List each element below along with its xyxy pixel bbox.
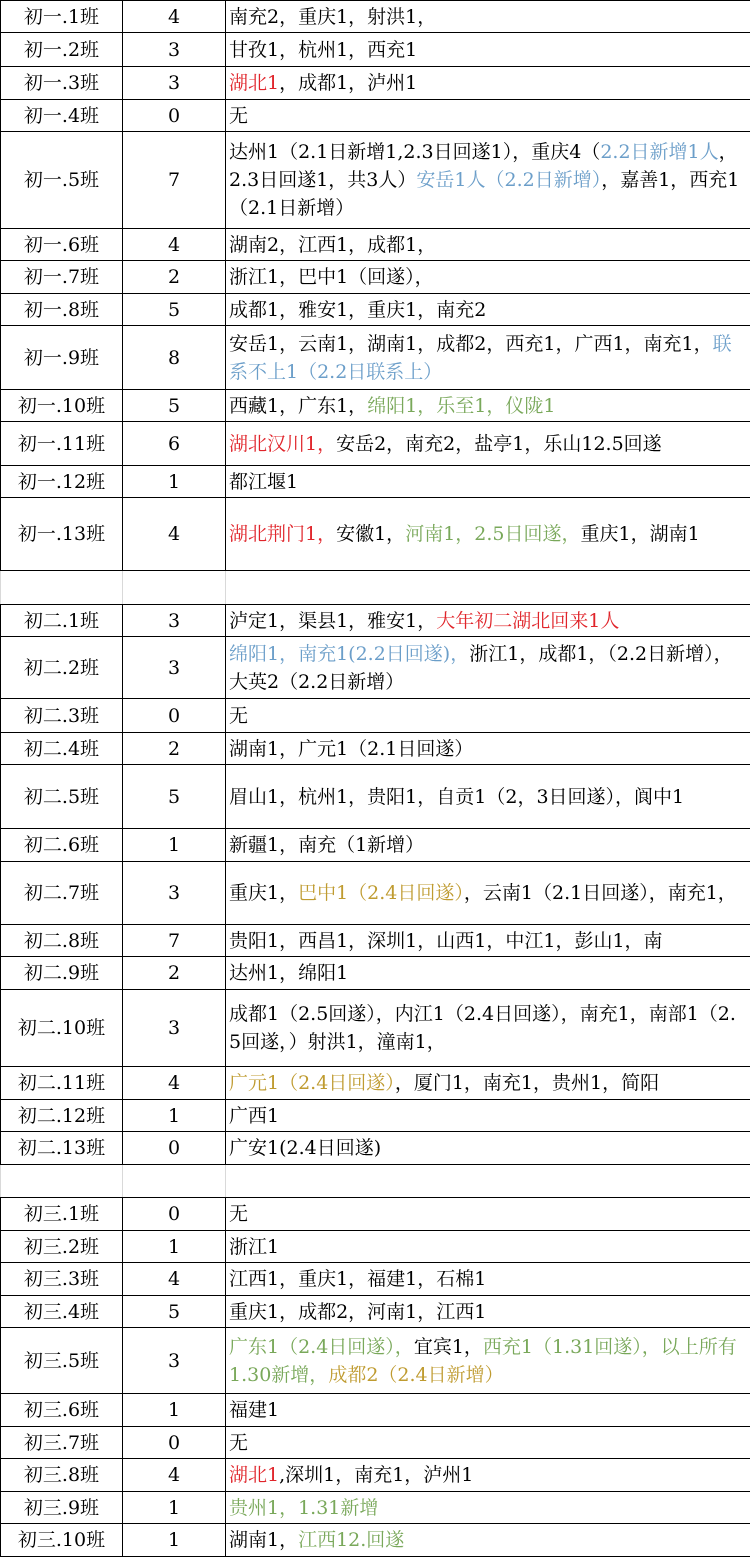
count-cell: 2 [123, 733, 226, 765]
table-row [1, 637, 750, 699]
table-row [1, 100, 750, 132]
count-cell: 7 [123, 132, 226, 229]
count-cell: 4 [123, 229, 226, 261]
class-name-cell: 初一.6班 [1, 229, 123, 261]
count-cell: 5 [123, 294, 226, 326]
detail-segment: 贵州1，1.31新增 [229, 1497, 378, 1519]
detail-cell [226, 605, 750, 637]
detail-segment: 西充1（1.31回遂），以上所有1.30新增， [229, 1336, 737, 1386]
count-cell: 6 [123, 422, 226, 466]
detail-segment: 广东1（2.4日回遂）， [229, 1336, 414, 1358]
class-name-cell: 初二.10班 [1, 990, 123, 1067]
detail-cell [226, 862, 750, 925]
count-cell: 3 [123, 862, 226, 925]
count-cell: 0 [123, 1427, 226, 1459]
count-cell: 1 [123, 466, 226, 498]
detail-cell [226, 1100, 750, 1132]
detail-segment: 湖南1，广元1（2.1日回遂） [229, 738, 473, 760]
detail-segment: 无 [229, 705, 248, 727]
detail-segment: ，云南1（2.1日回遂），南充1， [464, 882, 737, 904]
detail-cell [226, 1, 750, 33]
detail-segment: ，2.3日回遂1，共3人） [229, 141, 738, 191]
table-row [1, 1394, 750, 1427]
count-cell: 5 [123, 1296, 226, 1328]
detail-segment: 联系不上1（2.2日联系上） [229, 333, 732, 383]
count-cell: 1 [123, 1100, 226, 1132]
table-row [1, 990, 750, 1067]
class-name-cell: 初三.6班 [1, 1394, 123, 1427]
table-row [1, 1132, 750, 1165]
class-name-cell: 初一.10班 [1, 390, 123, 422]
table-row [1, 1263, 750, 1296]
detail-segment: 江西1，重庆1，福建1，石棉1 [229, 1268, 486, 1290]
detail-cell [226, 132, 750, 229]
count-cell: 4 [123, 1067, 226, 1100]
table-row [1, 294, 750, 326]
count-cell: 4 [123, 1263, 226, 1296]
detail-cell [226, 229, 750, 261]
detail-segment: 广元1（2.4日回遂） [229, 1072, 395, 1094]
class-name-cell: 初二.3班 [1, 699, 123, 733]
detail-cell [226, 1231, 750, 1263]
detail-segment: 福建1 [229, 1399, 279, 1421]
class-name-cell: 初二.7班 [1, 862, 123, 925]
table-row [1, 261, 750, 294]
detail-cell [226, 637, 750, 699]
class-name-cell: 初一.4班 [1, 100, 123, 132]
class-name-cell: 初一.1班 [1, 1, 123, 33]
detail-segment: 浙江1 [229, 1236, 279, 1258]
table-row [1, 1, 750, 33]
empty-cell [226, 571, 750, 605]
table-row [1, 1231, 750, 1263]
count-cell: 0 [123, 100, 226, 132]
detail-segment: ，嘉善1，西充1（2.1日新增） [229, 169, 739, 219]
detail-cell [226, 1263, 750, 1296]
detail-cell [226, 498, 750, 571]
detail-segment: 广安1(2.4日回遂) [229, 1137, 381, 1159]
table-row [1, 1427, 750, 1459]
class-name-cell: 初一.13班 [1, 498, 123, 571]
class-name-cell: 初二.12班 [1, 1100, 123, 1132]
detail-segment: 湖北荆门1， [229, 523, 336, 545]
table-row [1, 1492, 750, 1524]
detail-cell [226, 957, 750, 990]
count-cell: 3 [123, 605, 226, 637]
empty-cell [226, 1165, 750, 1198]
class-name-cell: 初三.2班 [1, 1231, 123, 1263]
class-name-cell: 初二.13班 [1, 1132, 123, 1165]
count-cell: 1 [123, 1394, 226, 1427]
table-row [1, 1524, 750, 1557]
detail-segment: 新疆1，南充（1新增） [229, 834, 424, 856]
detail-segment: 都江堰1 [229, 471, 298, 493]
class-name-cell: 初一.2班 [1, 33, 123, 67]
table-row [1, 326, 750, 390]
table-row [1, 390, 750, 422]
table-row [1, 699, 750, 733]
table-body [1, 1, 750, 1557]
detail-cell [226, 1198, 750, 1231]
detail-cell [226, 1394, 750, 1427]
count-cell: 2 [123, 957, 226, 990]
table-row [1, 605, 750, 637]
detail-segment: ，成都1，泸州1 [279, 72, 417, 94]
detail-segment: 江西12.回遂 [298, 1529, 404, 1551]
count-cell: 1 [123, 1524, 226, 1557]
detail-cell [226, 829, 750, 862]
table-row [1, 925, 750, 957]
class-name-cell: 初一.5班 [1, 132, 123, 229]
detail-segment: 成都1，雅安1，重庆1，南充2 [229, 299, 486, 321]
detail-segment: 宜宾1， [414, 1336, 483, 1358]
detail-segment: 安岳1，云南1，湖南1，成都2，西充1，广西1，南充1， [229, 333, 713, 355]
class-name-cell: 初一.9班 [1, 326, 123, 390]
class-name-cell: 初二.8班 [1, 925, 123, 957]
detail-segment: 成都1（2.5回遂），内江1（2.4日回遂），南充1，南部1（2.5回遂，）射洪1，潼南1， [229, 1003, 736, 1053]
table-row [1, 1459, 750, 1492]
detail-segment: 南充2，重庆1，射洪1， [229, 6, 436, 28]
count-cell: 5 [123, 765, 226, 829]
detail-cell [226, 390, 750, 422]
count-cell: 4 [123, 1459, 226, 1492]
empty-cell [123, 1165, 226, 1198]
count-cell: 3 [123, 990, 226, 1067]
detail-segment: ，厦门1，南充1，贵州1，简阳 [395, 1072, 659, 1094]
table-row [1, 466, 750, 498]
class-name-cell: 初一.3班 [1, 67, 123, 100]
detail-segment: 绵阳1，乐至1，仪陇1 [367, 395, 555, 417]
detail-cell [226, 990, 750, 1067]
class-name-cell: 初二.4班 [1, 733, 123, 765]
class-name-cell: 初二.2班 [1, 637, 123, 699]
detail-segment: 广西1 [229, 1105, 279, 1127]
count-cell: 4 [123, 1, 226, 33]
table-row [1, 229, 750, 261]
detail-cell [226, 1067, 750, 1100]
table-row [1, 67, 750, 100]
empty-cell [1, 1165, 123, 1198]
detail-segment: 达州1，绵阳1 [229, 962, 348, 984]
count-cell: 2 [123, 261, 226, 294]
detail-cell [226, 100, 750, 132]
detail-segment: 湖北1 [229, 72, 279, 94]
detail-segment: 贵阳1，西昌1，深圳1，山西1，中江1，彭山1，南 [229, 930, 663, 952]
count-cell: 0 [123, 1132, 226, 1165]
class-name-cell: 初二.9班 [1, 957, 123, 990]
table-row [1, 1328, 750, 1394]
detail-segment: 西藏1，广东1， [229, 395, 367, 417]
count-cell: 1 [123, 829, 226, 862]
table-row [1, 862, 750, 925]
detail-segment: 眉山1，杭州1，贵阳1，自贡1（2，3日回遂），阆中1 [229, 786, 684, 808]
detail-segment: 2.2日新增1人 [600, 141, 718, 163]
class-name-cell: 初一.11班 [1, 422, 123, 466]
detail-cell [226, 67, 750, 100]
detail-segment: 浙江1，巴中1（回遂）， [229, 266, 434, 288]
table-row [1, 422, 750, 466]
detail-cell [226, 1296, 750, 1328]
detail-cell [226, 699, 750, 733]
class-name-cell: 初一.7班 [1, 261, 123, 294]
detail-cell [226, 466, 750, 498]
detail-segment: 重庆1，湖南1 [581, 523, 700, 545]
table-row [1, 733, 750, 765]
count-cell: 8 [123, 326, 226, 390]
detail-cell [226, 1492, 750, 1524]
table-row [1, 1067, 750, 1100]
detail-cell [226, 1427, 750, 1459]
class-name-cell: 初三.3班 [1, 1263, 123, 1296]
count-cell: 0 [123, 699, 226, 733]
separator-row [1, 1165, 750, 1198]
class-name-cell: 初三.7班 [1, 1427, 123, 1459]
detail-cell [226, 733, 750, 765]
detail-cell [226, 1459, 750, 1492]
detail-segment: 湖南1， [229, 1529, 298, 1551]
detail-cell [226, 422, 750, 466]
count-cell: 3 [123, 637, 226, 699]
detail-cell [226, 326, 750, 390]
detail-segment: 无 [229, 1432, 248, 1454]
detail-segment: 巴中1（2.4日回遂） [298, 882, 464, 904]
empty-cell [1, 571, 123, 605]
table-row [1, 33, 750, 67]
count-cell: 5 [123, 390, 226, 422]
table-row [1, 829, 750, 862]
class-name-cell: 初二.1班 [1, 605, 123, 637]
class-name-cell: 初一.8班 [1, 294, 123, 326]
detail-segment: 重庆1，成都2，河南1，江西1 [229, 1301, 486, 1323]
detail-cell [226, 1524, 750, 1557]
class-name-cell: 初二.11班 [1, 1067, 123, 1100]
count-cell: 1 [123, 1492, 226, 1524]
class-name-cell: 初三.1班 [1, 1198, 123, 1231]
class-name-cell: 初三.4班 [1, 1296, 123, 1328]
detail-segment: 泸定1，渠县1，雅安1， [229, 610, 436, 632]
detail-segment: 浙江1，成都1，（2.2日新增），大英2（2.2日新增） [229, 643, 733, 693]
table-row [1, 957, 750, 990]
count-cell: 3 [123, 1328, 226, 1394]
count-cell: 0 [123, 1198, 226, 1231]
class-name-cell: 初二.5班 [1, 765, 123, 829]
detail-segment: 安岳1人（2.2日新增） [416, 169, 601, 191]
detail-segment: 无 [229, 105, 248, 127]
table-row [1, 1198, 750, 1231]
detail-segment: 安徽1， [336, 523, 405, 545]
detail-segment: 无 [229, 1203, 248, 1225]
detail-cell [226, 1328, 750, 1394]
class-name-cell: 初三.8班 [1, 1459, 123, 1492]
detail-cell [226, 765, 750, 829]
detail-segment: 河南1，2.5日回遂， [405, 523, 580, 545]
table-row [1, 132, 750, 229]
detail-segment: ,深圳1，南充1，泸州1 [279, 1464, 473, 1486]
detail-segment: 湖北汉川1， [229, 433, 336, 455]
detail-segment: 成都2（2.4日新增） [328, 1364, 503, 1386]
class-name-cell: 初三.5班 [1, 1328, 123, 1394]
detail-segment: 达州1（2.1日新增1,2.3日回遂1），重庆4（ [229, 141, 600, 163]
count-cell: 3 [123, 33, 226, 67]
detail-cell [226, 294, 750, 326]
count-cell: 4 [123, 498, 226, 571]
detail-segment: 湖南2，江西1，成都1， [229, 234, 436, 256]
table-row [1, 498, 750, 571]
detail-cell [226, 33, 750, 67]
count-cell: 1 [123, 1231, 226, 1263]
class-name-cell: 初三.9班 [1, 1492, 123, 1524]
class-name-cell: 初二.6班 [1, 829, 123, 862]
detail-segment: 湖北1 [229, 1464, 279, 1486]
count-cell: 7 [123, 925, 226, 957]
class-name-cell: 初三.10班 [1, 1524, 123, 1557]
table-row [1, 1100, 750, 1132]
detail-segment: 重庆1， [229, 882, 298, 904]
detail-segment: 绵阳1，南充1(2.2日回遂)， [229, 643, 469, 665]
detail-segment: 安岳2，南充2，盐亭1，乐山12.5回遂 [336, 433, 662, 455]
detail-segment: 甘孜1，杭州1，西充1 [229, 39, 417, 61]
table-row [1, 765, 750, 829]
detail-cell [226, 1132, 750, 1165]
detail-cell [226, 261, 750, 294]
empty-cell [123, 571, 226, 605]
count-cell: 3 [123, 67, 226, 100]
table-row [1, 1296, 750, 1328]
class-name-cell: 初一.12班 [1, 466, 123, 498]
detail-cell [226, 925, 750, 957]
separator-row [1, 571, 750, 605]
detail-segment: 大年初二湖北回来1人 [436, 610, 619, 632]
